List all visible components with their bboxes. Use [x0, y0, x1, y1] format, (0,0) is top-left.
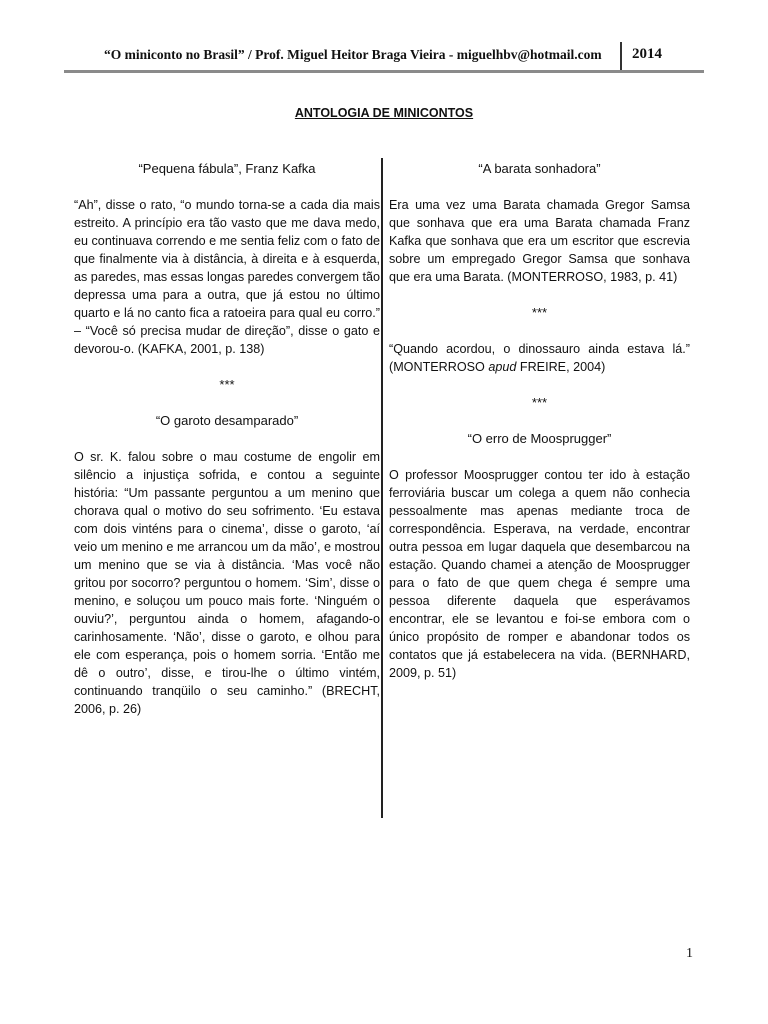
header-rule [64, 70, 704, 73]
story-text-italic: apud [488, 360, 517, 374]
story-text-part: “Quando acordou, o dinossauro ainda estava lá.” (MONTERROSO [389, 342, 690, 374]
story-separator: *** [531, 305, 548, 320]
story-text: Era uma vez uma Barata chamada Gregor Samsa que sonhava que era uma Barata chamada Franz Kafka que sonhava que era um escritor que escrevia sobre um empregado Gregor Samsa que sonhava que era uma Barata. (MONTERROSO, 1983, p. 41) [389, 198, 690, 284]
story-separator: *** [219, 377, 235, 392]
column-divider [381, 158, 383, 818]
story-text [389, 340, 690, 376]
right-column [389, 160, 690, 682]
story-text: O professor Moosprugger contou ter ido à estação ferroviária buscar um colega a quem não conhecia pessoalmente mas apenas mediante troca de correspondência. Esperava, na verdade, encontrar outra pessoa em lugar daquela que desembarcou na estação. Quando chamei a atenção de Moosprugger para o fato de que quem chega é sempre uma pessoa diferente daquela que esperávamos encontrar, ele se levantou e foi-se embora com o único propósito de romper e abandonar todos os contatos que já estabelecera na vida. (BERNHARD, 2009, p. 51) [389, 468, 690, 680]
page-title: ANTOLOGIA DE MINICONTOS [294, 106, 474, 120]
story-title: “O erro de Moosprugger” [467, 431, 612, 446]
header-year: 2014 [632, 46, 662, 62]
page-header [64, 42, 704, 70]
story-title: “Pequena fábula”, Franz Kafka [138, 161, 316, 176]
page-number: 1 [686, 946, 693, 961]
story-title: “O garoto desamparado” [155, 413, 299, 428]
header-divider [620, 42, 622, 71]
header-text: “O miniconto no Brasil” / Prof. Miguel Heitor Braga Vieira - miguelhbv@hotmail.com [104, 47, 602, 62]
left-column [74, 160, 380, 718]
story-text: “Ah”, disse o rato, “o mundo torna-se a cada dia mais estreito. A princípio era tão vasto que me dava medo, eu continuava correndo e me sentia feliz com o fato de que finalmente via à distância, à direita e à esquerda, as paredes, mas essas longas paredes convergem tão depressa uma para a outra, que já estou no último quarto e lá no canto fica a ratoeira para qual eu corro.” – “Você só precisa mudar de direção”, disse o gato e devorou-o. (KAFKA, 2001, p. 138) [74, 198, 380, 356]
story-separator: *** [531, 395, 548, 410]
story-title: “A barata sonhadora” [478, 161, 601, 176]
story-text: O sr. K. falou sobre o mau costume de engolir em silêncio a injustiça sofrida, e contou a seguinte história: “Um passante perguntou a um menino que chorava qual o motivo do seu sofrimento. ‘Eu estava com dois vinténs para o cinema’, disse o garoto, ‘aí veio um menino e me arrancou um da mão’, e mostrou um menino que se via à distância. ‘Mas você não gritou por socorro? perguntou o homem. ‘Sim’, disse o menino, e soluçou um pouco mais forte. ‘Ninguém o ouviu?’, perguntou ainda o homem, afagando-o carinhosamente. ‘Não’, disse o garoto, e olhou para ele com esperança, pois o homem sorria. ‘Então me dê o outro’, disse, e tirou-lhe o último vintém, continuando tranqüilo o seu caminho.” (BRECHT, 2006, p. 26) [74, 450, 380, 716]
story-text-part: FREIRE, 2004) [516, 360, 606, 374]
